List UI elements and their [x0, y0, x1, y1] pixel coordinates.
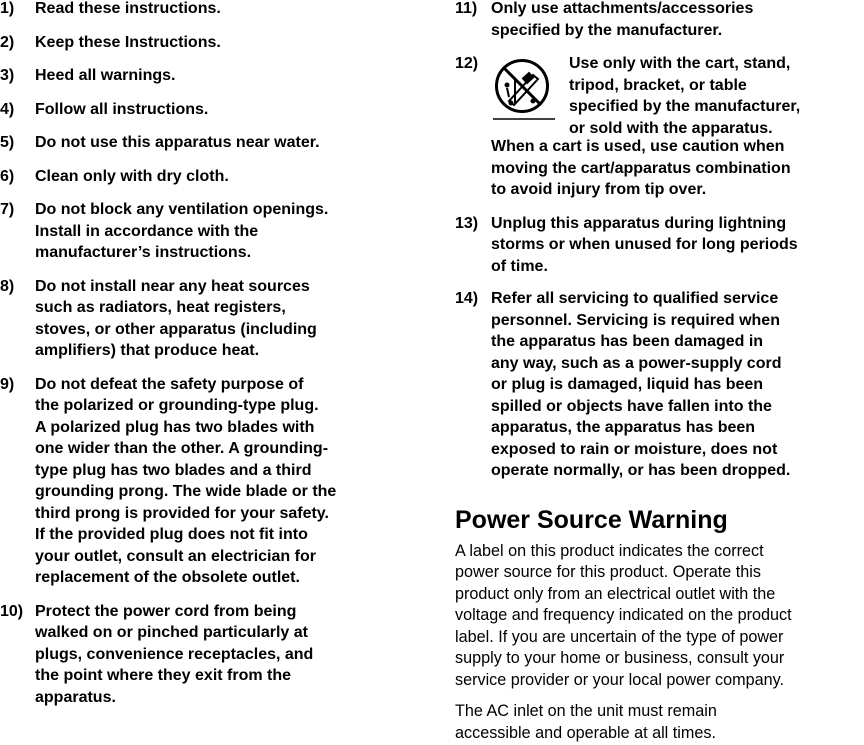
right-column [455, 0, 864, 744]
instruction-text: Heed all warnings. [35, 67, 176, 84]
instruction-text: Follow all instructions. [35, 100, 209, 118]
ac-inlet-paragraph: The AC inlet on the unit must remain accessible and operable at all times. [455, 702, 717, 742]
instruction-12 [455, 53, 864, 201]
instruction-text: Only use attachments/accessories specified by the manufacturer. [491, 0, 754, 39]
instruction-number: 13) [455, 214, 479, 232]
instruction-number: 3) [0, 67, 15, 84]
instruction-text: Do not use this apparatus near water. [35, 134, 320, 151]
left-column [0, 0, 415, 708]
instruction-number: 6) [0, 167, 15, 185]
instruction-number: 12) [455, 55, 479, 72]
instruction-number: 10) [0, 602, 24, 620]
instruction-5 [0, 132, 415, 154]
instruction-3 [0, 65, 415, 87]
cart-warning-text: Use only with the cart, stand, tripod, bracket, or table specified by the manufacturer, or sold with the apparatus. [569, 55, 801, 137]
cart-warning-row [455, 53, 864, 135]
instruction-number: 4) [0, 100, 15, 118]
instruction-10 [0, 601, 415, 709]
instruction-number: 1) [0, 0, 15, 17]
power-source-heading: Power Source Warning [455, 505, 728, 534]
instruction-4 [0, 99, 415, 121]
instruction-8 [0, 276, 415, 362]
power-source-paragraph: A label on this product indicates the correct power source for this product. Operate this product only from an electrical outlet with the voltage and frequency indicated on the product label. If you are uncertain of the type of power supply to your home or business, consult your service provider or your local power company. [455, 541, 792, 689]
instruction-text: Do not block any ventilation openings. Install in accordance with the manufacturer’s instructions. [35, 201, 329, 261]
instruction-text: Read these instructions. [35, 0, 221, 17]
instruction-text: Refer all servicing to qualified service personnel. Servicing is required when the apparatus has been damaged in any way, such as a power-supply cord or plug is damaged, liquid has been spilled or objects have fallen into the apparatus, the apparatus has been exposed to rain or moisture, does not operate normally, or has been dropped. [491, 290, 791, 479]
instruction-number: 8) [0, 277, 15, 295]
instruction-number: 14) [455, 290, 479, 307]
instruction-13 [455, 213, 864, 278]
instruction-2 [0, 32, 415, 54]
instruction-6 [0, 166, 415, 188]
instruction-number: 2) [0, 33, 15, 51]
instruction-1 [0, 0, 415, 20]
instruction-14 [455, 288, 864, 482]
instruction-text: Do not install near any heat sources such as radiators, heat registers, stoves, or other apparatus (including amplifiers) that produce heat. [35, 277, 317, 359]
instruction-7 [0, 199, 415, 264]
instruction-text: Clean only with dry cloth. [35, 167, 229, 185]
instruction-number: 5) [0, 134, 15, 151]
instruction-text: Keep these Instructions. [35, 33, 221, 51]
instruction-number: 9) [0, 375, 15, 393]
cart-tip-over-warning-icon [493, 57, 555, 125]
instruction-number: 7) [0, 201, 15, 218]
cart-caution-text: When a cart is used, use caution when moving the cart/apparatus combination to avoid injury from tip over. [491, 138, 791, 198]
instruction-text: Do not defeat the safety purpose of the polarized or grounding-type plug. A polarized plug has two blades with one wider than the other. A grounding- type plug has two blades and a third grounding prong. The wide blade or the third prong is provided for your safety. If the provided plug does not fit into your outlet, consult an electrician for replacement of the obsolete outlet. [35, 375, 337, 586]
instruction-number: 11) [455, 0, 478, 17]
instruction-9 [0, 374, 415, 589]
instruction-11 [455, 0, 864, 41]
instruction-text: Protect the power cord from being walked on or pinched particularly at plugs, convenience receptacles, and the point where they exit from the apparatus. [35, 602, 314, 706]
instruction-text: Unplug this apparatus during lightning storms or when unused for long periods of time. [491, 214, 798, 275]
